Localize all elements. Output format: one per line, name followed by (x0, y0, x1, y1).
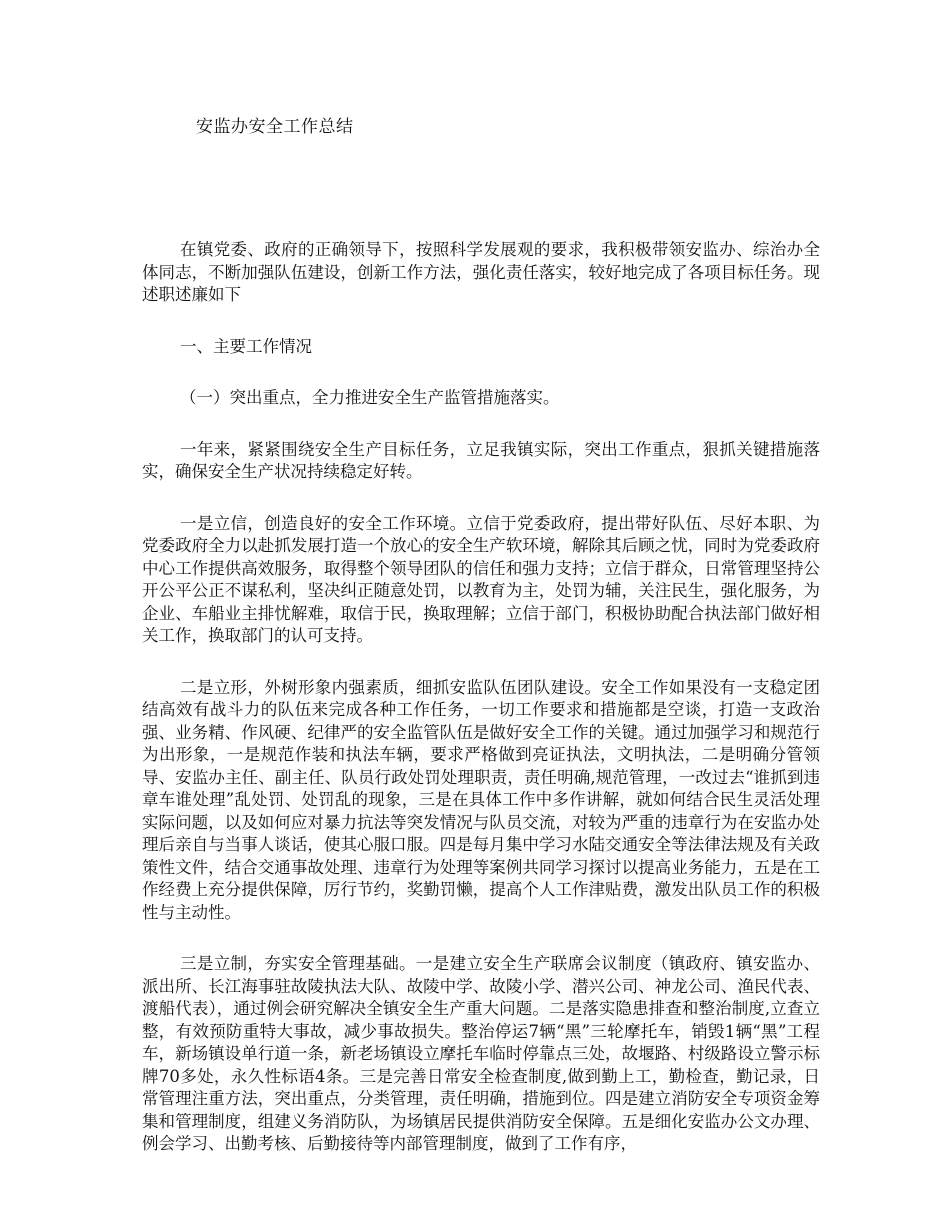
paragraph-image-building: 二是立形，外树形象内强素质，细抓安监队伍团队建设。安全工作如果没有一支稳定团结高效有战斗力的队伍来完成各种工作任务，一切工作要求和措施都是空谈，打造一支政治强、业务精、作风硬、纪律严的安全监管队伍是做好安全工作的关键。通过加强学习和规范行为出形象，一是规范作装和执法车辆，要求严格做到亮证执法，文明执法，二是明确分管领导、安监办主任、副主任、队员行政处罚处理职责，责任明确,规范管理，一改过去“谁抓到违章车谁处理”乱处罚、处罚乱的现象，三是在具体工作中多作讲解，就如何结合民生灵活处理实际问题，以及如何应对暴力抗法等突发情况与队员交流，对较为严重的违章行为在安监办处理后亲自与当事人谈话，使其心服口服。四是每月集中学习水陆交通安全等法律法规及有关政策性文件，结合交通事故处理、违章行为处理等案例共同学习探讨以提高业务能力，五是在工作经费上充分提供保障，厉行节约，奖勤罚懒，提高个人工作津贴费，激发出队员工作的积极性与主动性。 (142, 677, 820, 922)
paragraph-institutions: 三是立制，夯实安全管理基础。一是建立安全生产联席会议制度（镇政府、镇安监办、派出所、长江海事驻故陵执法大队、故陵中学、故陵小学、潜兴公司、神龙公司、渔民代表、渡船代表），通过例会研究解决全镇安全生产重大问题。二是落实隐患排查和整治制度,立查立整，有效预防重特大事故，减少事故损失。整治停运7辆“黑”三轮摩托车，销毁1辆“黑”工程车，新场镇设单行道一条，新老场镇设立摩托车临时停靠点三处，故堰路、村级路设立警示标牌70多处，永久性标语4条。三是完善日常安全检查制度,做到勤上工，勤检查，勤记录，日常管理注重方法，突出重点，分类管理，责任明确，措施到位。四是建立消防安全专项资金筹集和管理制度，组建义务消防队，为场镇居民提供消防安全保障。五是细化安监办公文办理、例会学习、出勤考核、后勤接待等内部管理制度，做到了工作有序， (142, 954, 820, 1153)
section-heading-main-work: 一、主要工作情况 (180, 336, 312, 356)
document-body (142, 239, 820, 1156)
document-title: 安监办安全工作总结 (196, 117, 354, 137)
paragraph-overview: 一年来，紧紧围绕安全生产目标任务，立足我镇实际，突出工作重点，狠抓关键措施落实，确保安全生产状况持续稳定好转。 (142, 439, 820, 481)
subsection-heading-1: （一）突出重点，全力推进安全生产监管措施落实。 (180, 388, 560, 407)
paragraph-credibility: 一是立信，创造良好的安全工作环境。立信于党委政府，提出带好队伍、尽好本职、为党委政府全力以赴抓发展打造一个放心的安全生产软环境，解除其后顾之忧，同时为党委政府中心工作提供高效服务，取得整个领导团队的信任和强力支持；立信于群众，日常管理坚持公开公平公正不谋私利，坚决纠正随意处罚，以教育为主，处罚为辅，关注民生，强化服务，为企业、车船业主排忧解难，取信于民，换取理解；立信于部门，积极协助配合执法部门做好相关工作，换取部门的认可支持。 (142, 513, 820, 645)
paragraph-intro: 在镇党委、政府的正确领导下，按照科学发展观的要求，我积极带领安监办、综治办全体同志，不断加强队伍建设，创新工作方法，强化责任落实，较好地完成了各项目标任务。现述职述廉如下 (142, 240, 820, 304)
